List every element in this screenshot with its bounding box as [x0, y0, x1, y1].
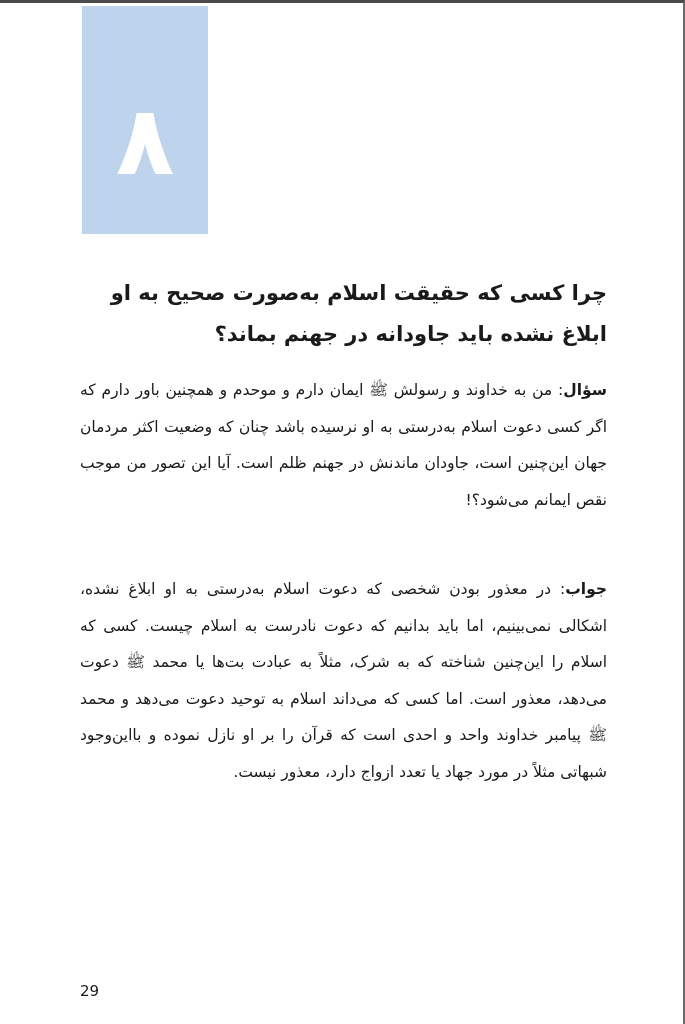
answer-paragraph — [80, 571, 607, 790]
question-paragraph — [80, 372, 607, 518]
answer-separator: : — [551, 580, 566, 598]
question-text: من به خداوند و رسولش ﷺ ایمان دارم و موحدم و همچنین باور دارم که اگر کسی دعوت اسلام به‌درستی به او نرسیده باشد چنان که وضعیت اکثر مردمان جهان این‌چنین است، جاودان ماندنش در جهنم ظلم است. آیا این تصور من موجب نقص ایمانم می‌شود؟! — [80, 381, 607, 509]
question-separator: : — [552, 381, 564, 399]
question-label: سؤال — [563, 381, 607, 399]
answer-text: در معذور بودن شخصی که دعوت اسلام به‌درستی به او ابلاغ نشده، اشکالی نمی‌بینیم، اما باید بدانیم که دعوت نادرست به اسلام چیست. کسی که اسلام را این‌چنین شناخته که به شرک، مثلاً به عبادت بت‌ها یا محمد ﷺ دعوت می‌دهد، معذور است. اما کسی که می‌داند اسلام به توحید دعوت می‌دهد و محمد ﷺ پیامبر خداوند واحد و احدی است که قرآن را بر او نازل نموده و بااین‌وجود شبهاتی مثلاً در مورد جهاد یا تعدد ازواج دارد، معذور نیست. — [80, 580, 607, 781]
chapter-tab — [82, 6, 208, 234]
chapter-title: چرا کسی که حقیقت اسلام به‌صورت صحیح به او ابلاغ نشده باید جاودانه در جهنم بماند؟ — [110, 281, 607, 346]
answer-label: جواب — [565, 580, 607, 598]
chapter-number: ٨ — [115, 85, 175, 197]
page-number: 29 — [80, 982, 100, 1000]
